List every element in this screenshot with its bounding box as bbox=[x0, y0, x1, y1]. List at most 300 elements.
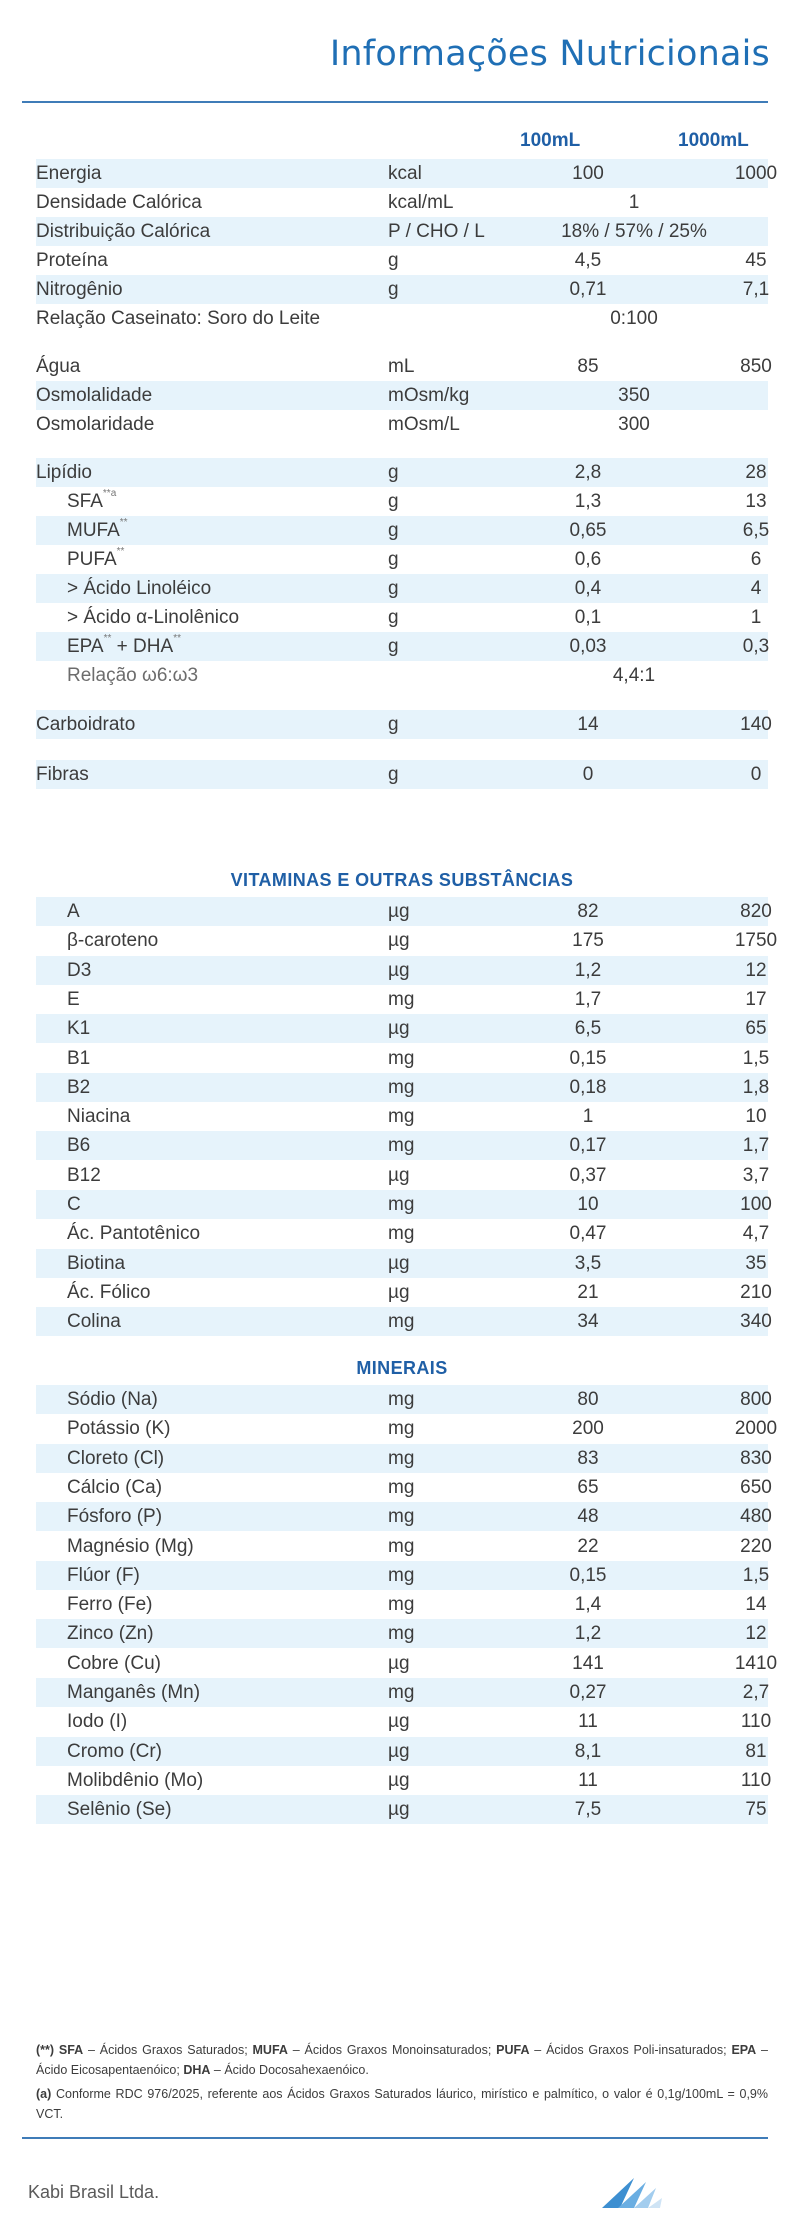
vitamins-row bbox=[36, 1044, 768, 1073]
footnote-ref: **a bbox=[102, 488, 117, 499]
footnote-term: EPA bbox=[731, 2043, 757, 2057]
nutrient-name-text: C bbox=[67, 1194, 81, 1215]
section-title-vitamins: VITAMINAS E OUTRAS SUBSTÂNCIAS bbox=[230, 870, 574, 890]
value-1000ml: 480 bbox=[740, 1506, 772, 1528]
nutrient-value: 350 bbox=[618, 385, 650, 406]
vitamins-row bbox=[36, 1073, 768, 1102]
nutrient-unit: mg bbox=[388, 1106, 415, 1128]
macros-row bbox=[36, 275, 768, 304]
value-1000ml: 220 bbox=[740, 1535, 772, 1557]
nutrient-unit: mg bbox=[388, 1594, 415, 1616]
nutrient-unit: µg bbox=[388, 1769, 410, 1791]
nutrient-name bbox=[67, 516, 128, 545]
value-1000ml: 10 bbox=[745, 1106, 767, 1128]
macros-row bbox=[36, 661, 768, 690]
footnote-term: PUFA bbox=[496, 2043, 530, 2057]
value-100ml: 1,7 bbox=[574, 988, 602, 1010]
nutrient-name bbox=[67, 1619, 154, 1648]
column-header-100ml: 100mL bbox=[520, 130, 581, 151]
nutrient-name bbox=[67, 632, 181, 661]
nutrient-unit: g bbox=[388, 636, 399, 657]
nutrient-name-text: Densidade Calórica bbox=[36, 192, 202, 213]
nutrient-name-text: Biotina bbox=[67, 1252, 126, 1274]
value-100ml: 100 bbox=[572, 163, 604, 184]
nutrient-name bbox=[67, 1249, 125, 1278]
nutrient-unit: mg bbox=[388, 1223, 415, 1245]
value-100ml: 82 bbox=[577, 901, 599, 922]
macros-row bbox=[36, 574, 768, 603]
nutrient-unit: mg bbox=[388, 1389, 415, 1410]
nutrient-unit: P / CHO / L bbox=[388, 221, 485, 242]
nutrient-name bbox=[36, 760, 89, 789]
macros-row bbox=[36, 410, 768, 439]
nutrient-unit: µg bbox=[388, 901, 410, 922]
value-1000ml: 45 bbox=[745, 250, 767, 271]
nutrient-name bbox=[67, 661, 198, 690]
nutrient-name-text: Niacina bbox=[67, 1106, 131, 1128]
nutrient-name-text: K1 bbox=[67, 1018, 91, 1040]
value-1000ml: 12 bbox=[745, 959, 767, 981]
nutrient-name-text: Fósforo (P) bbox=[67, 1506, 163, 1528]
macros-row bbox=[36, 487, 768, 516]
section-title-minerals: MINERAIS bbox=[356, 1358, 448, 1378]
value-1000ml: 1410 bbox=[734, 1652, 778, 1674]
nutrient-name bbox=[67, 1649, 161, 1678]
nutrient-name bbox=[36, 458, 92, 487]
minerals-row bbox=[36, 1737, 768, 1766]
value-100ml: 11 bbox=[578, 1711, 598, 1733]
vitamins-row bbox=[36, 1014, 768, 1043]
macros-row bbox=[36, 760, 768, 789]
macros-row bbox=[36, 381, 768, 410]
value-1000ml: 0,3 bbox=[742, 636, 770, 657]
footnote-term: SFA bbox=[58, 2043, 84, 2057]
nutrient-name-text: PUFA bbox=[67, 549, 117, 570]
nutrient-name-text: Cálcio (Ca) bbox=[67, 1476, 163, 1498]
nutrient-name bbox=[36, 304, 320, 333]
nutrient-name bbox=[67, 1414, 170, 1443]
macros-row bbox=[36, 159, 778, 188]
nutrient-value: 1 bbox=[628, 192, 640, 213]
nutrient-unit: mg bbox=[388, 1564, 415, 1586]
nutrient-name bbox=[36, 246, 108, 275]
value-100ml: 21 bbox=[577, 1281, 599, 1303]
macros-row bbox=[36, 304, 768, 333]
nutrient-name-text: Cloreto (Cl) bbox=[67, 1447, 165, 1469]
nutrient-unit: mg bbox=[388, 1135, 415, 1157]
nutrient-name-text: Manganês (Mn) bbox=[67, 1682, 201, 1703]
vitamins-row bbox=[36, 1219, 768, 1248]
nutrient-unit: mOsm/kg bbox=[388, 385, 470, 406]
macros-row bbox=[36, 188, 768, 217]
nutrient-name-text: Sódio (Na) bbox=[67, 1389, 158, 1410]
minerals-row bbox=[36, 1473, 772, 1502]
nutrient-name bbox=[67, 926, 158, 955]
nutrient-unit: mg bbox=[388, 1623, 415, 1645]
value-100ml: 83 bbox=[577, 1447, 599, 1469]
nutrient-name-text: Colina bbox=[67, 1311, 121, 1333]
nutrient-name bbox=[67, 1073, 90, 1102]
value-100ml: 48 bbox=[577, 1506, 599, 1528]
value-100ml: 0,15 bbox=[569, 1564, 607, 1586]
nutrient-name-text: Lipídio bbox=[36, 462, 92, 483]
nutrient-name-text: Fibras bbox=[36, 764, 89, 785]
value-1000ml: 1,5 bbox=[742, 1047, 770, 1069]
value-100ml: 1,2 bbox=[574, 1623, 602, 1645]
value-100ml: 0,18 bbox=[569, 1076, 607, 1098]
value-1000ml: 4,7 bbox=[742, 1223, 770, 1245]
nutrient-name-text: EPA bbox=[67, 636, 104, 657]
value-100ml: 0,65 bbox=[569, 520, 607, 541]
value-100ml: 0,6 bbox=[574, 549, 602, 570]
nutrient-name-text: + DHA bbox=[111, 636, 174, 657]
footnote-text: – Ácido Eicosapentaenóico; bbox=[36, 2043, 768, 2077]
nutrient-name-text: Nitrogênio bbox=[36, 279, 123, 300]
value-100ml: 3,5 bbox=[574, 1252, 602, 1274]
value-1000ml: 1750 bbox=[734, 930, 778, 952]
minerals-row bbox=[36, 1444, 772, 1473]
value-1000ml: 1 bbox=[750, 607, 762, 628]
nutrient-unit: g bbox=[388, 549, 399, 570]
nutrient-unit: kcal bbox=[388, 163, 422, 184]
nutrient-unit: µg bbox=[388, 1252, 410, 1274]
nutrient-name-text: Energia bbox=[36, 163, 102, 184]
nutrient-name-text: Cromo (Cr) bbox=[67, 1740, 162, 1762]
vitamins-row bbox=[36, 956, 768, 985]
value-1000ml: 65 bbox=[745, 1018, 767, 1040]
nutrient-name-text: Cobre (Cu) bbox=[67, 1652, 161, 1674]
nutrient-unit: mOsm/L bbox=[388, 414, 460, 435]
value-1000ml: 6,5 bbox=[742, 520, 770, 541]
nutrient-name bbox=[67, 1561, 140, 1590]
nutrient-name bbox=[67, 1707, 127, 1736]
value-1000ml: 820 bbox=[740, 901, 772, 922]
value-100ml: 1,4 bbox=[574, 1594, 602, 1616]
nutrient-name-text: Zinco (Zn) bbox=[67, 1623, 154, 1645]
macros-row bbox=[36, 516, 768, 545]
footnote-ref: ** bbox=[116, 546, 125, 557]
macros-row bbox=[36, 710, 772, 739]
value-1000ml: 110 bbox=[740, 1769, 772, 1791]
vitamins-row bbox=[36, 985, 768, 1014]
footnote-text: – Ácidos Graxos Saturados; bbox=[83, 2043, 253, 2057]
footnote-ref: ** bbox=[173, 633, 181, 644]
value-100ml: 0 bbox=[582, 764, 594, 785]
value-1000ml: 81 bbox=[745, 1740, 767, 1762]
nutrient-name-text: > Ácido α-Linolênico bbox=[67, 607, 240, 628]
minerals-row bbox=[36, 1766, 772, 1795]
vitamins-row bbox=[36, 1278, 772, 1307]
minerals-row bbox=[36, 1561, 768, 1590]
nutrient-name-text: A bbox=[67, 901, 80, 922]
value-1000ml: 650 bbox=[740, 1476, 772, 1498]
nutrient-name-text: Molibdênio (Mo) bbox=[67, 1769, 204, 1791]
nutrient-name bbox=[67, 1307, 121, 1336]
minerals-row bbox=[36, 1502, 772, 1531]
value-1000ml: 140 bbox=[740, 714, 772, 735]
value-1000ml: 1000 bbox=[734, 163, 778, 184]
value-1000ml: 14 bbox=[745, 1594, 767, 1616]
footnote-rdc bbox=[36, 2084, 768, 2124]
value-1000ml: 6 bbox=[750, 549, 762, 570]
footnote-term: MUFA bbox=[252, 2043, 288, 2057]
value-1000ml: 210 bbox=[740, 1281, 772, 1303]
nutrient-unit: mg bbox=[388, 1476, 415, 1498]
nutrient-name-text: β-caroteno bbox=[67, 930, 159, 952]
value-100ml: 0,47 bbox=[569, 1223, 607, 1245]
nutrient-name-text: Proteína bbox=[36, 250, 108, 271]
footnote-acronyms bbox=[36, 2040, 768, 2080]
value-1000ml: 7,1 bbox=[742, 279, 770, 300]
nutrient-unit: µg bbox=[388, 1018, 410, 1040]
nutrient-name bbox=[67, 574, 211, 603]
value-1000ml: 17 bbox=[745, 988, 767, 1010]
nutrient-value: 18% / 57% / 25% bbox=[561, 221, 707, 242]
nutrient-unit: kcal/mL bbox=[388, 192, 454, 213]
footnote-mark: (**) bbox=[36, 2043, 55, 2057]
nutrient-name bbox=[67, 1737, 162, 1766]
nutrient-name bbox=[36, 352, 80, 381]
value-1000ml: 1,7 bbox=[742, 1135, 770, 1157]
nutrient-name bbox=[67, 1161, 101, 1190]
nutrient-name-text: Magnésio (Mg) bbox=[67, 1535, 194, 1557]
value-1000ml: 2,7 bbox=[742, 1682, 770, 1703]
nutrient-name bbox=[67, 1678, 200, 1707]
value-1000ml: 75 bbox=[745, 1799, 767, 1821]
nutrient-unit: mg bbox=[388, 1447, 415, 1469]
nutrient-name-text: Flúor (F) bbox=[67, 1564, 140, 1586]
nutrient-unit: µg bbox=[388, 1711, 410, 1733]
value-100ml: 22 bbox=[577, 1535, 599, 1557]
minerals-row bbox=[36, 1649, 778, 1678]
nutrient-name-text: Água bbox=[36, 356, 81, 377]
value-100ml: 1,3 bbox=[574, 491, 602, 512]
nutrient-name-text: B12 bbox=[67, 1164, 101, 1186]
vitamins-row bbox=[36, 1102, 768, 1131]
nutrient-unit: g bbox=[388, 714, 399, 735]
nutrient-unit: mg bbox=[388, 988, 415, 1010]
footnote-ref: ** bbox=[103, 633, 112, 644]
value-1000ml: 110 bbox=[740, 1711, 772, 1733]
nutrient-name-text: B2 bbox=[67, 1076, 91, 1098]
nutrient-name bbox=[67, 545, 124, 574]
value-100ml: 34 bbox=[577, 1311, 599, 1333]
nutrient-unit: mg bbox=[388, 1047, 415, 1069]
nutrient-name-text: B6 bbox=[67, 1135, 91, 1157]
value-1000ml: 3,7 bbox=[742, 1164, 770, 1186]
value-1000ml: 1,5 bbox=[742, 1564, 770, 1586]
minerals-row bbox=[36, 1532, 772, 1561]
footnote-text: – Ácidos Graxos Poli-insaturados; bbox=[529, 2043, 732, 2057]
value-1000ml: 35 bbox=[745, 1252, 767, 1274]
nutrient-name bbox=[67, 1131, 90, 1160]
vitamins-row bbox=[36, 1190, 772, 1219]
macros-row bbox=[36, 217, 768, 246]
nutrient-value: 0:100 bbox=[610, 308, 658, 329]
macros-row bbox=[36, 352, 772, 381]
minerals-row bbox=[36, 1590, 768, 1619]
nutrient-name-text: D3 bbox=[67, 959, 92, 981]
macros-row bbox=[36, 458, 768, 487]
nutrient-value: 4,4:1 bbox=[612, 665, 656, 686]
nutrient-name bbox=[36, 275, 123, 304]
nutrient-unit: g bbox=[388, 578, 399, 599]
nutrient-name bbox=[67, 1385, 158, 1414]
vitamins-row bbox=[36, 1161, 768, 1190]
value-100ml: 175 bbox=[572, 930, 604, 952]
vitamins-row bbox=[36, 1307, 772, 1336]
footnote-term: DHA bbox=[183, 2063, 211, 2077]
nutrient-name-text: Iodo (I) bbox=[67, 1711, 128, 1733]
nutrient-unit: µg bbox=[388, 930, 410, 952]
footnote-text: Conforme RDC 976/2025, referente aos Ácidos Graxos Saturados láurico, mirístico e palmítico, o valor é 0,1g/100mL = 0,9% VCT. bbox=[36, 2087, 768, 2121]
value-100ml: 0,03 bbox=[569, 636, 607, 657]
value-100ml: 4,5 bbox=[574, 250, 602, 271]
header-divider bbox=[22, 101, 768, 103]
nutrient-name bbox=[67, 487, 116, 516]
nutrient-name bbox=[36, 188, 202, 217]
nutrient-unit: mg bbox=[388, 1535, 415, 1557]
nutrient-name-text: > Ácido Linoléico bbox=[67, 578, 212, 599]
nutrient-name bbox=[67, 1473, 162, 1502]
nutrient-name bbox=[67, 1190, 81, 1219]
nutrient-unit: g bbox=[388, 607, 399, 628]
nutrient-name bbox=[67, 1444, 164, 1473]
nutrient-unit: g bbox=[388, 764, 399, 785]
value-100ml: 200 bbox=[572, 1418, 604, 1440]
value-100ml: 2,8 bbox=[574, 462, 602, 483]
nutrient-name bbox=[36, 381, 152, 410]
nutrient-name-text: MUFA bbox=[67, 520, 120, 541]
brand-logo-icon bbox=[598, 2168, 668, 2212]
nutrient-unit: g bbox=[388, 462, 399, 483]
company-name: Kabi Brasil Ltda. bbox=[28, 2182, 160, 2202]
value-1000ml: 800 bbox=[740, 1389, 772, 1410]
value-1000ml: 4 bbox=[750, 578, 762, 599]
macros-row bbox=[36, 603, 768, 632]
minerals-row bbox=[36, 1414, 778, 1443]
nutrient-name bbox=[67, 603, 239, 632]
page-title: Informações Nutricionais bbox=[329, 34, 770, 74]
nutrient-name-text: Osmolalidade bbox=[36, 385, 153, 406]
nutrient-name-text: Relação ω6:ω3 bbox=[67, 665, 199, 686]
value-100ml: 0,37 bbox=[569, 1164, 607, 1186]
nutrient-name-text: Selênio (Se) bbox=[67, 1799, 172, 1821]
nutrient-unit: mL bbox=[388, 356, 415, 377]
nutrient-name bbox=[67, 1795, 172, 1824]
nutrient-name bbox=[67, 985, 80, 1014]
column-header-1000ml: 1000mL bbox=[678, 130, 749, 151]
value-100ml: 0,71 bbox=[569, 279, 607, 300]
value-1000ml: 12 bbox=[745, 1623, 767, 1645]
nutrient-name bbox=[67, 1766, 203, 1795]
nutrient-name-text: Ferro (Fe) bbox=[67, 1594, 153, 1616]
nutrient-name-text: Osmolaridade bbox=[36, 414, 155, 435]
value-100ml: 7,5 bbox=[574, 1799, 602, 1821]
minerals-row bbox=[36, 1385, 772, 1414]
value-1000ml: 850 bbox=[740, 356, 772, 377]
minerals-row bbox=[36, 1707, 772, 1736]
footnote-text: – Ácidos Graxos Monoinsaturados; bbox=[287, 2043, 497, 2057]
nutrient-name bbox=[67, 1044, 90, 1073]
vitamins-row bbox=[36, 1131, 768, 1160]
value-1000ml: 100 bbox=[740, 1194, 772, 1215]
value-1000ml: 2000 bbox=[734, 1418, 778, 1440]
nutrient-name bbox=[67, 956, 91, 985]
nutrient-unit: µg bbox=[388, 1799, 410, 1821]
value-100ml: 0,15 bbox=[569, 1047, 607, 1069]
nutrient-name-text: Relação Caseinato: Soro do Leite bbox=[36, 308, 321, 329]
value-100ml: 80 bbox=[577, 1389, 599, 1410]
nutrient-unit: µg bbox=[388, 1164, 410, 1186]
value-100ml: 1 bbox=[582, 1106, 594, 1128]
value-100ml: 0,27 bbox=[569, 1682, 607, 1703]
value-1000ml: 28 bbox=[745, 462, 767, 483]
nutrient-name bbox=[36, 710, 135, 739]
value-100ml: 0,4 bbox=[574, 578, 602, 599]
value-100ml: 65 bbox=[577, 1476, 599, 1498]
nutrient-unit: mg bbox=[388, 1076, 415, 1098]
footnote-mark: (a) bbox=[36, 2087, 52, 2101]
footer-divider bbox=[22, 2137, 768, 2139]
nutrient-unit: mg bbox=[388, 1194, 415, 1215]
value-1000ml: 340 bbox=[740, 1311, 772, 1333]
nutrient-unit: µg bbox=[388, 1652, 410, 1674]
nutrient-unit: g bbox=[388, 279, 399, 300]
nutrient-name-text: Ác. Fólico bbox=[67, 1281, 151, 1303]
nutrient-name bbox=[67, 1590, 153, 1619]
nutrient-name bbox=[67, 1278, 150, 1307]
footnote-ref: ** bbox=[119, 517, 128, 528]
nutrient-name bbox=[36, 159, 102, 188]
nutrient-name-text: B1 bbox=[67, 1047, 91, 1069]
value-100ml: 10 bbox=[577, 1194, 599, 1215]
vitamins-row bbox=[36, 897, 772, 926]
nutrient-unit: mg bbox=[388, 1311, 415, 1333]
minerals-row bbox=[36, 1678, 768, 1707]
value-100ml: 141 bbox=[572, 1652, 604, 1674]
macros-row bbox=[36, 545, 768, 574]
nutrient-unit: µg bbox=[388, 959, 410, 981]
nutrient-name-text: Potássio (K) bbox=[67, 1418, 171, 1440]
nutrient-name bbox=[67, 1502, 162, 1531]
nutrient-unit: g bbox=[388, 491, 399, 512]
nutrient-unit: µg bbox=[388, 1740, 410, 1762]
footnote-text: – Ácido Docosahexaenóico. bbox=[210, 2063, 369, 2077]
macros-row bbox=[36, 246, 768, 275]
nutrient-name bbox=[36, 410, 154, 439]
value-100ml: 0,17 bbox=[569, 1135, 607, 1157]
value-1000ml: 830 bbox=[740, 1447, 772, 1469]
value-100ml: 11 bbox=[578, 1769, 598, 1791]
value-1000ml: 1,8 bbox=[742, 1076, 770, 1098]
nutrient-unit: g bbox=[388, 520, 399, 541]
nutrient-name-text: Ác. Pantotênico bbox=[67, 1223, 201, 1245]
vitamins-row bbox=[36, 1249, 768, 1278]
value-1000ml: 0 bbox=[750, 764, 762, 785]
nutrient-name bbox=[36, 217, 210, 246]
vitamins-row bbox=[36, 926, 778, 955]
nutrient-name bbox=[67, 1532, 194, 1561]
nutrient-unit: mg bbox=[388, 1506, 415, 1528]
nutrient-unit: mg bbox=[388, 1418, 415, 1440]
nutrient-name-text: Distribuição Calórica bbox=[36, 221, 211, 242]
nutrient-name bbox=[67, 1102, 130, 1131]
nutrient-value: 300 bbox=[618, 414, 650, 435]
value-100ml: 85 bbox=[577, 356, 599, 377]
nutrient-name-text: E bbox=[67, 988, 80, 1010]
nutrient-name bbox=[67, 1219, 200, 1248]
